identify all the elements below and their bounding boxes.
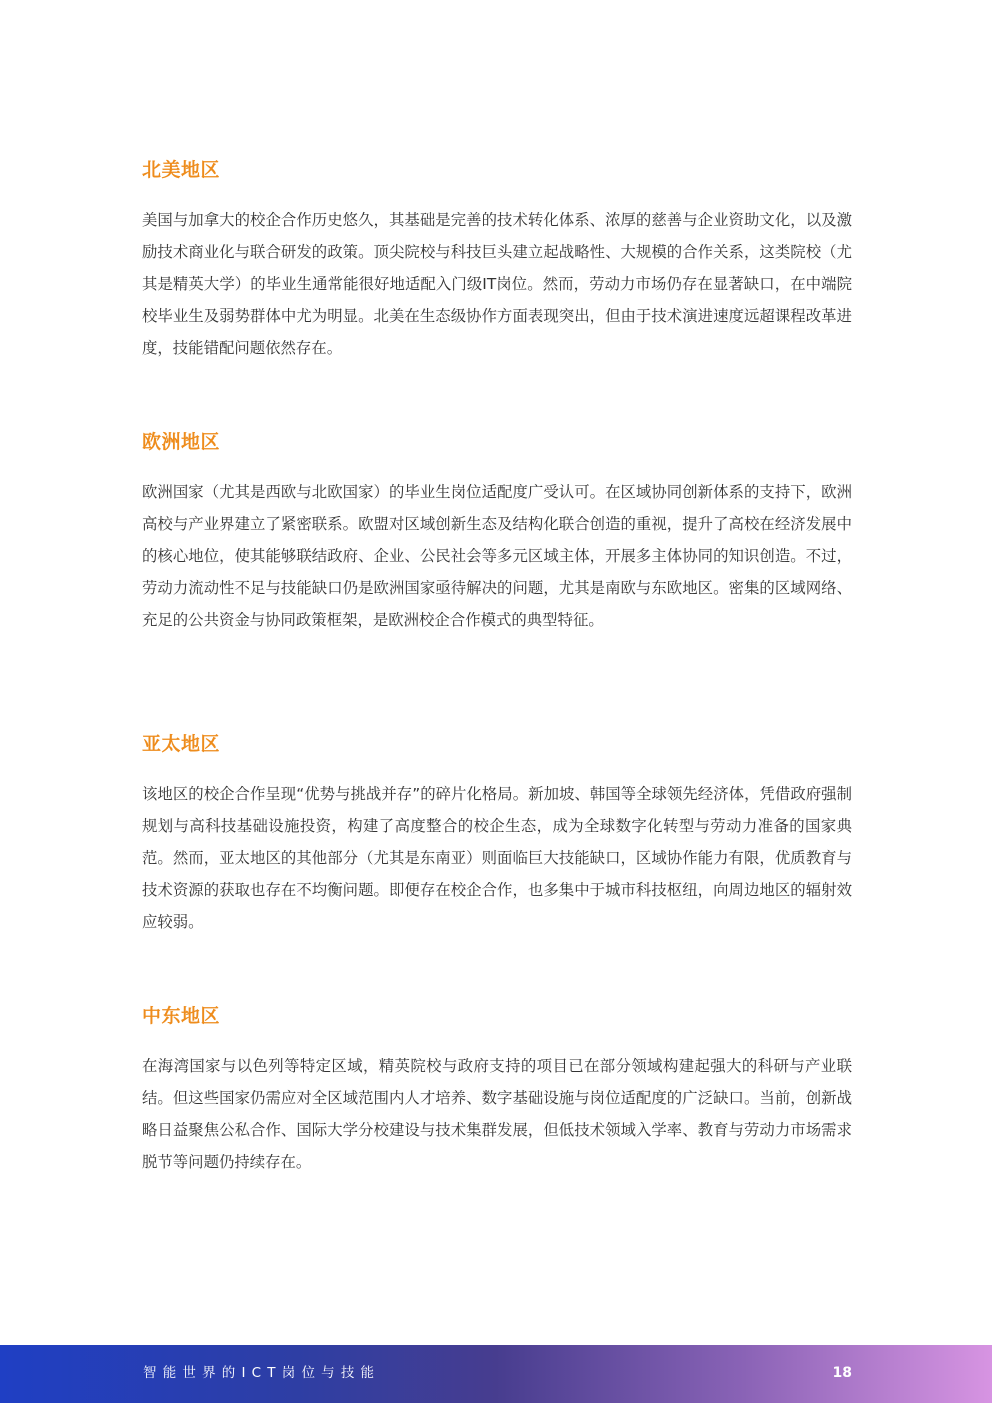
section-paragraph: 欧洲国家（尤其是西欧与北欧国家）的毕业生岗位适配度广受认可。在区域协同创新体系的支持下，欧洲高校与产业界建立了紧密联系。欧盟对区域创新生态及结构化联合创造的重视，提升了高校在经济发展中的核心地位，使其能够联结政府、企业、公民社会等多元区域主体，开展多主体协同的知识创造。不过，劳动力流动性不足与技能缺口仍是欧洲国家亟待解决的问题，尤其是南欧与东欧地区。密集的区域网络、充足的公共资金与协同政策框架，是欧洲校企合作模式的典型特征。: [142, 483, 852, 629]
section-heading: 欧洲地区: [142, 431, 221, 453]
section-paragraph: 该地区的校企合作呈现“优势与挑战并存”的碎片化格局。新加坡、韩国等全球领先经济体，凭借政府强制规划与高科技基础设施投资，构建了高度整合的校企生态，成为全球数字化转型与劳动力准备的国家典范。然而，亚太地区的其他部分（尤其是东南亚）则面临巨大技能缺口，区域协作能力有限，优质教育与技术资源的获取也存在不均衡问题。即便存在校企合作，也多集中于城市科技枢纽，向周边地区的辐射效应较弱。: [142, 785, 852, 931]
section-heading: 中东地区: [142, 1005, 221, 1027]
page-number: 18: [832, 1365, 852, 1381]
section-asia-pacific: [142, 732, 852, 938]
page-footer: [0, 1345, 992, 1403]
section-europe: [142, 430, 852, 636]
section-heading: 亚太地区: [142, 733, 221, 755]
section-middle-east: [142, 1004, 852, 1178]
section-paragraph: 在海湾国家与以色列等特定区域，精英院校与政府支持的项目已在部分领域构建起强大的科研与产业联结。但这些国家仍需应对全区域范围内人才培养、数字基础设施与岗位适配度的广泛缺口。当前，创新战略日益聚焦公私合作、国际大学分校建设与技术集群发展，但低技术领域入学率、教育与劳动力市场需求脱节等问题仍持续存在。: [142, 1057, 852, 1171]
footer-title: 智能世界的ICT岗位与技能: [143, 1365, 381, 1381]
section-north-america: [142, 158, 852, 364]
section-heading: 北美地区: [142, 159, 221, 181]
section-paragraph: 美国与加拿大的校企合作历史悠久，其基础是完善的技术转化体系、浓厚的慈善与企业资助文化，以及激励技术商业化与联合研发的政策。顶尖院校与科技巨头建立起战略性、大规模的合作关系，这类院校（尤其是精英大学）的毕业生通常能很好地适配入门级IT岗位。然而，劳动力市场仍存在显著缺口，在中端院校毕业生及弱势群体中尤为明显。北美在生态级协作方面表现突出，但由于技术演进速度远超课程改革进度，技能错配问题依然存在。: [142, 211, 852, 357]
